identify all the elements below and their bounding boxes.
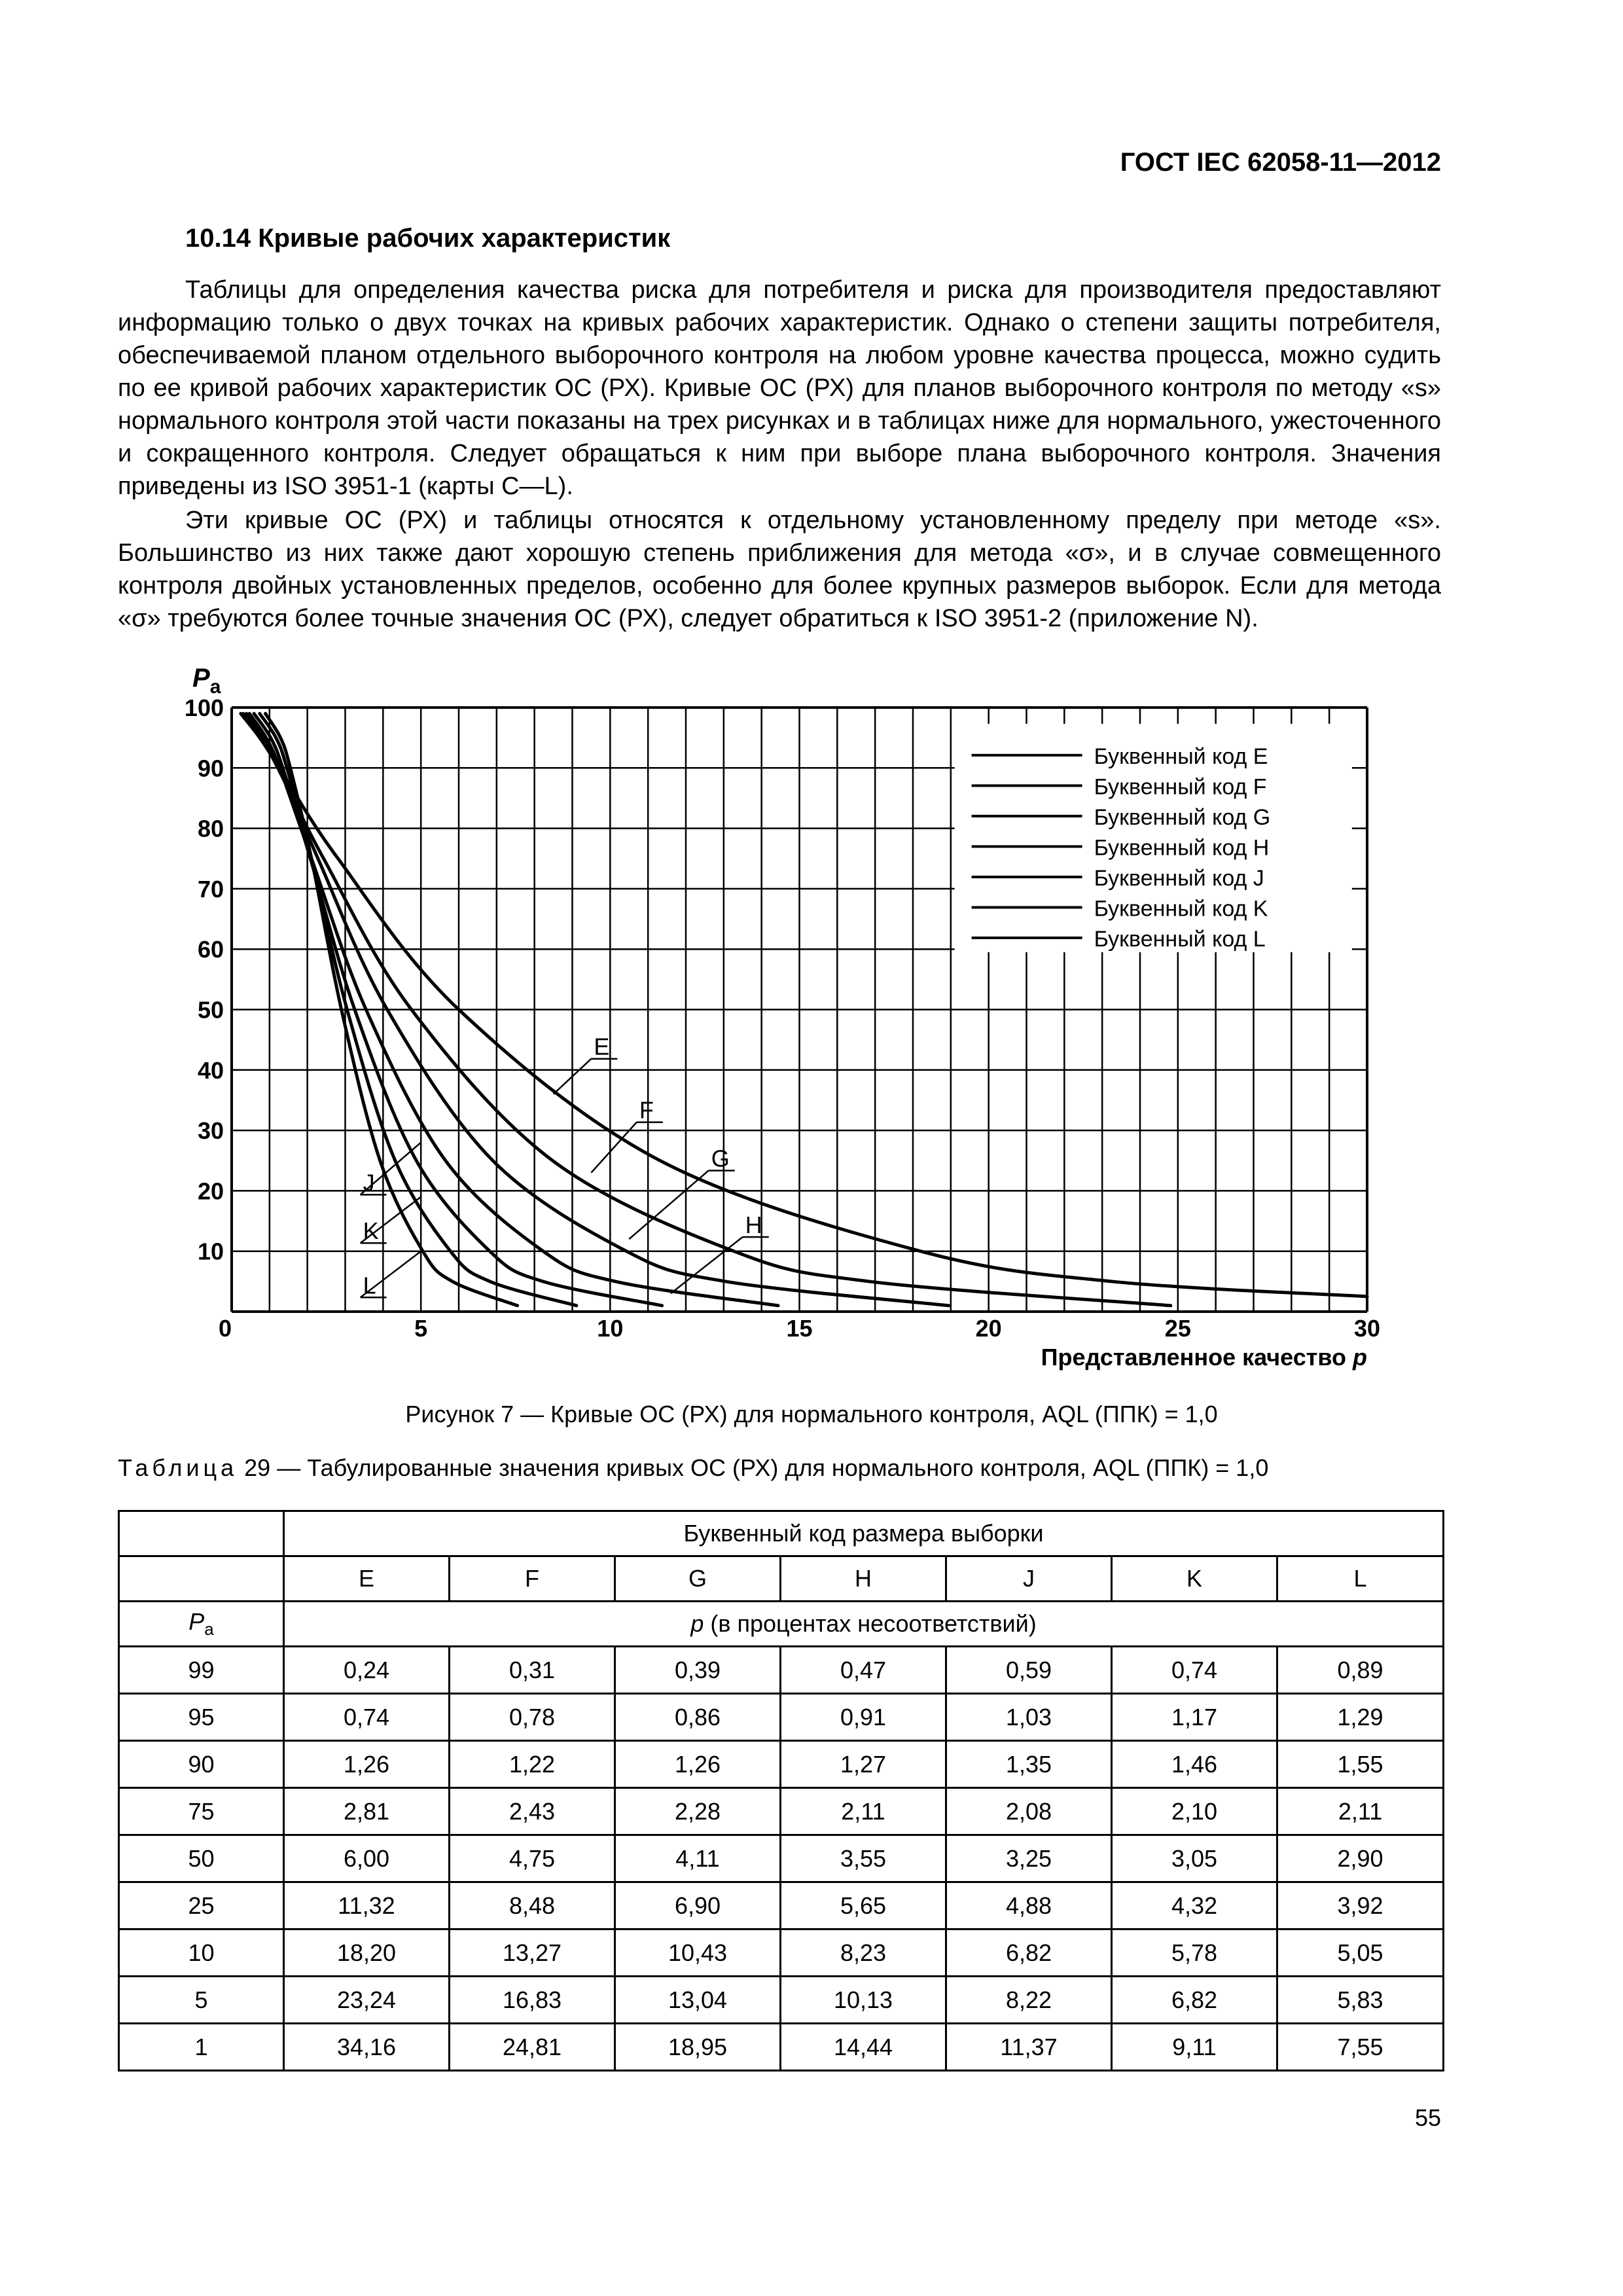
figure-caption: Рисунок 7 — Кривые ОС (РХ) для нормального контроля, AQL (ППК) = 1,0 <box>405 1401 1218 1427</box>
p-value-cell: 0,24 <box>284 1647 450 1694</box>
y-tick-label: 30 <box>197 1117 224 1145</box>
p-value-cell: 1,27 <box>781 1741 946 1788</box>
annotation-label-l: L <box>363 1272 376 1299</box>
p-value-cell: 1,55 <box>1277 1741 1444 1788</box>
page-number: 55 <box>1414 2104 1441 2131</box>
legend-label-j: Буквенный код J <box>1094 865 1264 891</box>
y-tick-label: 20 <box>197 1177 224 1205</box>
p-value-cell: 0,78 <box>450 1694 615 1741</box>
p-value-cell: 4,88 <box>946 1882 1112 1929</box>
table-caption <box>118 1454 1268 1482</box>
p-value-cell: 11,32 <box>284 1882 450 1929</box>
p-value-cell: 3,92 <box>1277 1882 1444 1929</box>
body-paragraph: Таблицы для определения качества риска для потребителя и риска для производителя предоставляют информацию только о двух точках на кривых рабочих характеристик. Однако о степени защиты потребителя, обеспечиваемой планом отдельного выборочного контроля на любом уровне качества процесса, можно судить по ее кривой рабочих характеристик ОС (РХ). Кривые ОС (РХ) для планов выборочного контроля по методу «s» нормального контроля этой части показаны на трех рисунках и в таблицах ниже для нормального, ужесточенного и сокращенного контроля. Следует обращаться к ним при выборе плана выборочного контроля. Значения приведены из ISO 3951-1 (карты С—L). <box>118 276 1441 500</box>
p-value-cell: 34,16 <box>284 2024 450 2071</box>
p-value-cell: 1,29 <box>1277 1694 1444 1741</box>
table-row <box>119 1929 1444 1977</box>
table-row <box>119 1882 1444 1929</box>
empty-header-cell <box>119 1556 284 1602</box>
p-value-cell: 6,82 <box>946 1929 1112 1977</box>
code-header-cell: H <box>781 1556 946 1602</box>
pa-value-cell: 10 <box>119 1929 284 1977</box>
code-header-cell: F <box>450 1556 615 1602</box>
p-value-cell: 1,03 <box>946 1694 1112 1741</box>
chart-legend <box>955 724 1352 952</box>
p-value-cell: 2,10 <box>1112 1788 1277 1835</box>
p-value-cell: 3,55 <box>781 1835 946 1882</box>
legend-label-l: Буквенный код L <box>1094 926 1266 952</box>
p-value-cell: 1,22 <box>450 1741 615 1788</box>
p-value-cell: 5,78 <box>1112 1929 1277 1977</box>
p-value-cell: 8,23 <box>781 1929 946 1977</box>
pa-value-cell: 75 <box>119 1788 284 1835</box>
annotation-label-j: J <box>363 1169 375 1196</box>
p-value-cell: 2,11 <box>781 1788 946 1835</box>
table-body <box>119 1511 1444 2071</box>
p-value-cell: 3,25 <box>946 1835 1112 1882</box>
x-tick-label: 0 <box>218 1315 232 1342</box>
p-value-cell: 6,82 <box>1112 1977 1277 2024</box>
table-row <box>119 1788 1444 1835</box>
x-tick-label: 15 <box>786 1315 813 1342</box>
p-value-cell: 0,86 <box>615 1694 781 1741</box>
p-value-cell: 3,05 <box>1112 1835 1277 1882</box>
p-value-cell: 16,83 <box>450 1977 615 2024</box>
annotation-label-e: E <box>594 1033 610 1060</box>
document-code-header: ГОСТ IEC 62058-11—2012 <box>1120 148 1441 177</box>
x-tick-label: 25 <box>1164 1315 1191 1342</box>
p-value-cell: 2,90 <box>1277 1835 1444 1882</box>
legend-label-k: Буквенный код K <box>1094 896 1268 922</box>
pa-value-cell: 95 <box>119 1694 284 1741</box>
units-header-cell: p (в процентах несоответствий) <box>284 1602 1444 1647</box>
oc-values-table <box>118 1510 1444 2072</box>
y-tick-label: 40 <box>197 1056 224 1084</box>
p-value-cell: 4,75 <box>450 1835 615 1882</box>
legend-label-g: Буквенный код G <box>1094 804 1271 830</box>
annotation-label-h: H <box>745 1211 762 1239</box>
y-tick-label: 60 <box>197 936 224 963</box>
empty-header-cell <box>119 1511 284 1556</box>
code-header-cell: J <box>946 1556 1112 1602</box>
pa-value-cell: 50 <box>119 1835 284 1882</box>
y-tick-label: 90 <box>197 755 224 782</box>
p-value-cell: 13,04 <box>615 1977 781 2024</box>
y-tick-label: 10 <box>197 1238 224 1265</box>
p-value-cell: 1,26 <box>615 1741 781 1788</box>
code-header-cell: K <box>1112 1556 1277 1602</box>
x-tick-label: 10 <box>597 1315 624 1342</box>
y-tick-label: 80 <box>197 815 224 842</box>
annotation-label-k: K <box>363 1217 379 1245</box>
p-value-cell: 11,37 <box>946 2024 1112 2071</box>
pa-header-cell: $P_a$ <box>119 1602 284 1647</box>
p-value-cell: 5,65 <box>781 1882 946 1929</box>
y-axis-label: $P_a$ <box>192 664 221 698</box>
p-value-cell: 23,24 <box>284 1977 450 2024</box>
group-header-cell: Буквенный код размера выборки <box>284 1511 1444 1556</box>
x-tick-label: 30 <box>1353 1315 1381 1342</box>
x-tick-label: 20 <box>975 1315 1002 1342</box>
section-title: 10.14 Кривые рабочих характеристик <box>185 224 671 253</box>
legend-label-h: Буквенный код H <box>1094 835 1270 861</box>
p-value-cell: 1,17 <box>1112 1694 1277 1741</box>
p-value-cell: 18,20 <box>284 1929 450 1977</box>
x-tick-label: 5 <box>414 1315 428 1342</box>
p-value-cell: 0,74 <box>284 1694 450 1741</box>
table-caption-word: Таблица <box>118 1454 238 1481</box>
p-value-cell: 0,47 <box>781 1647 946 1694</box>
p-value-cell: 8,22 <box>946 1977 1112 2024</box>
table-caption-text: 29 — Табулированные значения кривых ОС (РХ) для нормального контроля, AQL (ППК) = 1,0 <box>238 1454 1269 1481</box>
annotation-label-g: G <box>711 1145 730 1172</box>
y-tick-label: 70 <box>197 875 224 903</box>
p-value-cell: 6,90 <box>615 1882 781 1929</box>
p-value-cell: 0,91 <box>781 1694 946 1741</box>
y-tick-label: 100 <box>184 694 224 721</box>
p-value-cell: 2,43 <box>450 1788 615 1835</box>
p-value-cell: 18,95 <box>615 2024 781 2071</box>
table-row <box>119 1741 1444 1788</box>
table-row <box>119 1647 1444 1694</box>
annotation-leader <box>671 1237 743 1293</box>
code-header-cell: G <box>615 1556 781 1602</box>
p-value-cell: 2,08 <box>946 1788 1112 1835</box>
pa-value-cell: 25 <box>119 1882 284 1929</box>
p-value-cell: 0,59 <box>946 1647 1112 1694</box>
p-value-cell: 2,81 <box>284 1788 450 1835</box>
p-value-cell: 5,05 <box>1277 1929 1444 1977</box>
pa-value-cell: 90 <box>119 1741 284 1788</box>
pa-value-cell: 1 <box>119 2024 284 2071</box>
p-value-cell: 0,89 <box>1277 1647 1444 1694</box>
y-tick-label: 50 <box>197 996 224 1024</box>
p-value-cell: 1,26 <box>284 1741 450 1788</box>
p-value-cell: 1,46 <box>1112 1741 1277 1788</box>
p-value-cell: 2,28 <box>615 1788 781 1835</box>
p-value-cell: 14,44 <box>781 2024 946 2071</box>
p-value-cell: 1,35 <box>946 1741 1112 1788</box>
p-value-cell: 24,81 <box>450 2024 615 2071</box>
p-value-cell: 4,32 <box>1112 1882 1277 1929</box>
p-value-cell: 2,11 <box>1277 1788 1444 1835</box>
annotation-label-f: F <box>639 1096 654 1124</box>
p-value-cell: 9,11 <box>1112 2024 1277 2071</box>
p-value-cell: 8,48 <box>450 1882 615 1929</box>
table-row <box>119 1977 1444 2024</box>
p-value-cell: 7,55 <box>1277 2024 1444 2071</box>
p-value-cell: 0,74 <box>1112 1647 1277 1694</box>
table-row <box>119 1694 1444 1741</box>
p-value-cell: 6,00 <box>284 1835 450 1882</box>
legend-label-f: Буквенный код F <box>1094 774 1267 800</box>
body-paragraph: Эти кривые ОС (РХ) и таблицы относятся к отдельному установленному пределу при методе «s». Большинство из них также дают хорошую степень приближения для метода «σ», и в случае совмещенного контроля двойных установленных пределов, особенно для более крупных размеров выборок. Если для метода «σ» требуются более точные значения ОС (РХ), следует обратиться к ISO 3951-2 (приложение N). <box>118 507 1441 632</box>
p-value-cell: 5,83 <box>1277 1977 1444 2024</box>
pa-value-cell: 5 <box>119 1977 284 2024</box>
x-axis-label: Представленное качество p <box>1041 1344 1367 1371</box>
table-row <box>119 1835 1444 1882</box>
legend-label-e: Буквенный код E <box>1094 744 1268 769</box>
code-header-cell: E <box>284 1556 450 1602</box>
p-value-cell: 13,27 <box>450 1929 615 1977</box>
p-value-cell: 10,13 <box>781 1977 946 2024</box>
codes-header-row <box>119 1556 1444 1602</box>
code-header-cell: L <box>1277 1556 1444 1602</box>
annotation-leader <box>629 1170 708 1239</box>
p-value-cell: 0,31 <box>450 1647 615 1694</box>
p-value-cell: 4,11 <box>615 1835 781 1882</box>
pa-value-cell: 99 <box>119 1647 284 1694</box>
p-value-cell: 10,43 <box>615 1929 781 1977</box>
p-value-cell: 0,39 <box>615 1647 781 1694</box>
table-row <box>119 2024 1444 2071</box>
